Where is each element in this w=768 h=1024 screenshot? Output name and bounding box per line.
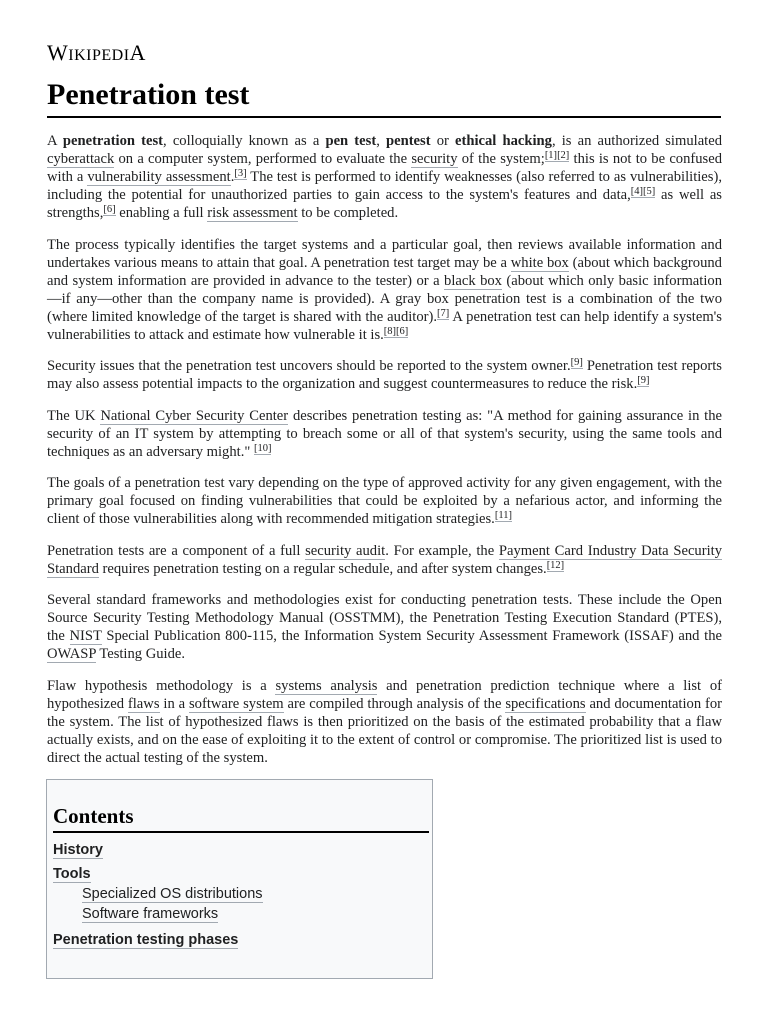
link-specifications[interactable]: specifications xyxy=(505,695,586,712)
paragraph-ncsc: The UK National Cyber Security Center describes penetration testing as: "A method for gaining assurance in the security of an IT system by attempting to breach some or all of that system's security, using the same tools and techniques as an adversary might." [10] xyxy=(47,407,722,460)
link-flaws[interactable]: flaws xyxy=(127,695,160,712)
paragraph-flaw-hypothesis: Flaw hypothesis methodology is a systems analysis and penetration prediction technique where a list of hypothesized flaws in a software system are compiled through analysis of the specifications and documentation for the system. The list of hypothesized flaws is then prioritized on the basis of the estimated probability that a flaw actually exists, and on the ease of exploiting it to the extent of control or compromise. The prioritized list is used to direct the actual testing of the system. xyxy=(47,677,723,766)
link-nist[interactable]: NIST xyxy=(69,628,102,644)
ref-4[interactable]: [4] xyxy=(630,186,644,197)
toc-list xyxy=(53,840,429,950)
ref-3[interactable]: [3] xyxy=(234,168,247,179)
link-security-audit[interactable]: security audit xyxy=(305,542,386,559)
toc-item-specialized-os[interactable]: Specialized OS distributions xyxy=(82,886,263,902)
link-owasp[interactable]: OWASP xyxy=(47,646,96,662)
paragraph-frameworks: Several standard frameworks and methodologies exist for conducting penetration tests. These include the Open Source Security Testing Methodology Manual (OSSTMM), the Penetration Testing Execution Standard (PTES), the NIST Special Publication 800-115, the Information System Security Assessment Framework (ISSAF) and the OWASP Testing Guide. xyxy=(47,592,722,662)
link-white-box[interactable]: white box xyxy=(510,254,569,271)
wikipedia-logo[interactable]: WIKIPEDIA xyxy=(47,40,146,65)
link-cyberattack[interactable]: cyberattack xyxy=(47,151,115,167)
toc-item-tools[interactable]: Tools xyxy=(53,866,91,882)
link-risk-assessment[interactable]: risk assessment xyxy=(207,205,298,221)
link-systems-analysis[interactable]: systems analysis xyxy=(275,677,378,694)
link-black-box[interactable]: black box xyxy=(444,272,502,289)
ref-6[interactable]: [6] xyxy=(103,204,116,215)
ref-2[interactable]: [2] xyxy=(557,150,570,161)
link-pci-dss[interactable]: Payment Card Industry Data Security Standard xyxy=(47,542,722,577)
toc-item-history[interactable]: History xyxy=(53,842,103,858)
link-vulnerability-assessment[interactable]: vulnerability assessment xyxy=(87,169,231,185)
ref-8[interactable]: [8] xyxy=(383,325,397,337)
link-security[interactable]: security xyxy=(411,151,458,167)
paragraph-security-issues: Security issues that the penetration test uncovers should be reported to the system owner.[9] Penetration test reports may also assess potential impacts to the organization and suggest countermeasures to reduce the risk.[9] xyxy=(47,357,722,392)
paragraph-goals: The goals of a penetration test vary depending on the type of approved activity for any given engagement, with the primary goal focused on finding vulnerabilities that could be exploited by a nefarious actor, and informing the client of those vulnerabilities along with recommended mitigation strategies.[11] xyxy=(47,475,722,527)
ref-9[interactable]: [9] xyxy=(570,357,583,368)
paragraph-intro: A penetration test, colloquially known as a pen test, pentest or ethical hacking, is an authorized simulated cyberattack on a computer system, performed to evaluate the security of the system;[1][2] this is not to be confused with a vulnerability assessment.[3] The test is performed to identify weaknesses (also referred to as vulnerabilities), including the potential for unauthorized parties to gain access to the system's features and data,[4][5] as well as strengths,[6] enabling a full risk assessment to be completed. xyxy=(47,133,722,221)
paragraph-audit: Penetration tests are a component of a full security audit. For example, the Payment Card Industry Data Security Standard requires penetration testing on a regular schedule, and after system changes.[12] xyxy=(47,542,722,577)
toc-title: Contents xyxy=(53,802,429,833)
ref-1[interactable]: [1] xyxy=(544,150,558,161)
ref-12[interactable]: [12] xyxy=(546,559,565,571)
toc-item-phases[interactable]: Penetration testing phases xyxy=(53,932,239,948)
ref-10[interactable]: [10] xyxy=(253,442,272,454)
ref-11[interactable]: [11] xyxy=(494,510,512,521)
page-title: Penetration test xyxy=(47,76,721,118)
article-body xyxy=(47,132,722,780)
ref-9[interactable]: [9] xyxy=(637,375,650,386)
link-national-cyber-security-center[interactable]: National Cyber Security Center xyxy=(100,407,289,424)
ref-5[interactable]: [5] xyxy=(643,186,656,197)
table-of-contents xyxy=(46,779,433,979)
ref-7[interactable]: [7] xyxy=(437,307,450,319)
link-software-system[interactable]: software system xyxy=(188,695,284,712)
ref-6[interactable]: [6] xyxy=(396,325,409,337)
toc-item-software-frameworks[interactable]: Software frameworks xyxy=(82,906,219,922)
paragraph-process: The process typically identifies the target systems and a particular goal, then reviews available information and undertakes various means to attain that goal. A penetration test target may be a white box (about which background and system information are provided in advance to the tester) or a black box (about which only basic information—if any—other than the company name is provided). A gray box penetration test is a combination of the two (where limited knowledge of the target is shared with the auditor).[7] A penetration test can help identify a system's vulnerabilities to attack and estimate how vulnerable it is.[8][6] xyxy=(47,236,722,343)
